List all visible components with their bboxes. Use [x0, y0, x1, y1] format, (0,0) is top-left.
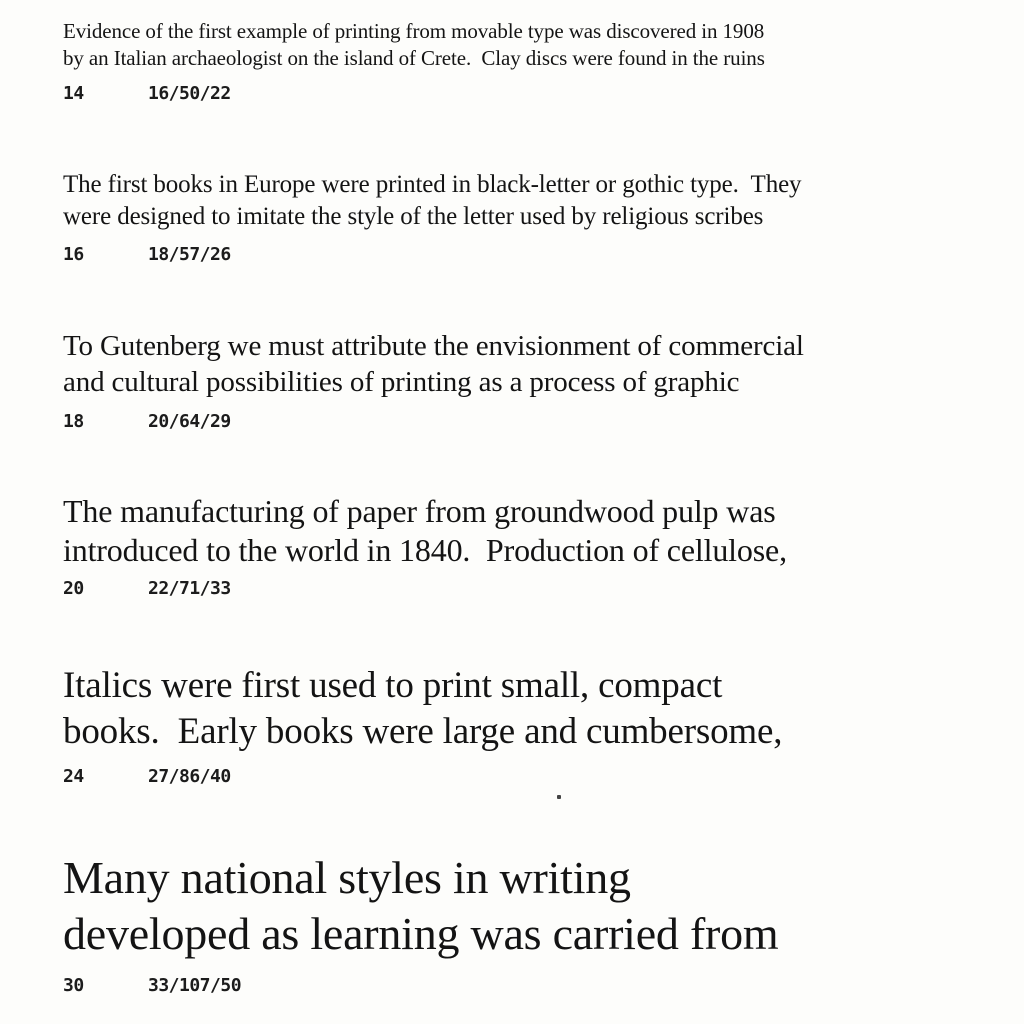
spec-code-label: 20/64/29 — [148, 411, 231, 432]
specimen-text — [63, 328, 1024, 400]
specimen-line: by an Italian archaeologist on the island of Crete. Clay discs were found in the ruins — [63, 46, 765, 70]
specimen-label-row — [63, 579, 1024, 599]
point-size-label: 20 — [63, 578, 84, 599]
specimen-list — [63, 18, 1024, 996]
spec-code-label: 33/107/50 — [148, 975, 242, 996]
specimen-label-row — [63, 245, 1024, 265]
point-size-label: 30 — [63, 975, 84, 996]
specimen-text — [63, 492, 1024, 570]
point-size-label: 16 — [63, 244, 84, 265]
point-size-label: 14 — [63, 83, 84, 104]
specimen-label-row — [63, 84, 1024, 104]
point-size-label: 24 — [63, 766, 84, 787]
specimen-line: Many national styles in writing — [63, 852, 631, 903]
specimen-line: introduced to the world in 1840. Production of cellulose, — [63, 532, 787, 568]
specimen-block — [63, 18, 1024, 104]
specimen-line: books. Early books were large and cumbersome, — [63, 711, 783, 752]
specimen-block — [63, 850, 1024, 996]
specimen-line: The first books in Europe were printed in black-letter or gothic type. They — [63, 171, 802, 198]
specimen-line: The manufacturing of paper from groundwood pulp was — [63, 493, 776, 529]
specimen-text — [63, 169, 1024, 233]
specimen-block — [63, 492, 1024, 599]
spec-code-label: 18/57/26 — [148, 244, 231, 265]
specimen-block — [63, 169, 1024, 265]
specimen-text — [63, 850, 1024, 962]
specimen-label-row — [63, 976, 1024, 996]
spec-code-label: 27/86/40 — [148, 766, 231, 787]
spec-code-label: 16/50/22 — [148, 83, 231, 104]
spec-code-label: 22/71/33 — [148, 578, 231, 599]
specimen-block — [63, 663, 1024, 787]
specimen-line: developed as learning was carried from — [63, 908, 779, 959]
point-size-label: 18 — [63, 411, 84, 432]
specimen-text — [63, 663, 1024, 755]
specimen-label-row — [63, 412, 1024, 432]
specimen-label-row — [63, 767, 1024, 787]
specimen-text — [63, 18, 1024, 72]
specimen-line: and cultural possibilities of printing as a process of graphic — [63, 366, 740, 398]
scan-speck-artifact — [557, 795, 561, 799]
specimen-line: Evidence of the first example of printing from movable type was discovered in 1908 — [63, 19, 765, 43]
specimen-block — [63, 328, 1024, 432]
specimen-line: To Gutenberg we must attribute the envisionment of commercial — [63, 330, 804, 362]
specimen-line: Italics were first used to print small, compact — [63, 665, 723, 706]
specimen-line: were designed to imitate the style of the letter used by religious scribes — [63, 203, 764, 230]
